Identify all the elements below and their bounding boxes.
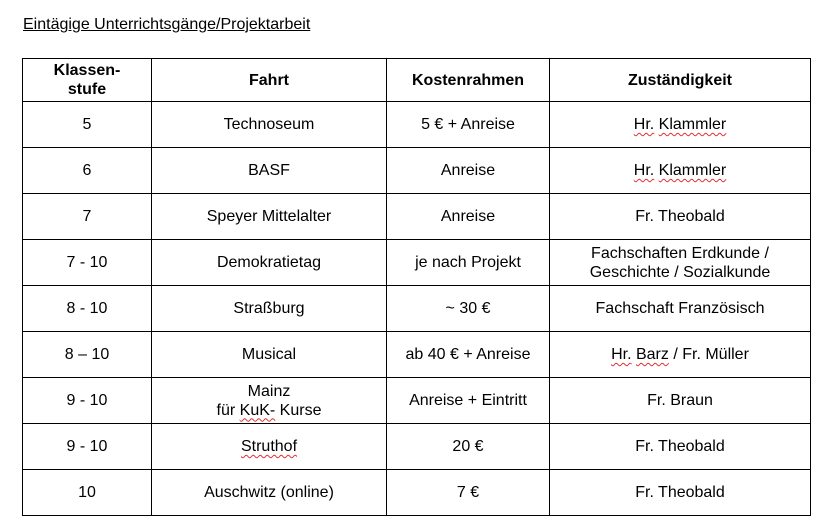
cell-fahrt: BASF bbox=[152, 148, 387, 194]
cell-stufe: 6 bbox=[23, 148, 152, 194]
table-row bbox=[23, 194, 811, 240]
table-row bbox=[23, 332, 811, 378]
table-row bbox=[23, 424, 811, 470]
cell-stufe: 9 - 10 bbox=[23, 424, 152, 470]
cell-fahrt: Demokratietag bbox=[152, 240, 387, 286]
cell-kosten: Anreise bbox=[387, 194, 550, 240]
cell-zustaendigkeit: Fr. Theobald bbox=[550, 424, 811, 470]
cell-kosten: 5 € + Anreise bbox=[387, 102, 550, 148]
table-row bbox=[23, 102, 811, 148]
cell-kosten: je nach Projekt bbox=[387, 240, 550, 286]
cell-fahrt: Speyer Mittelalter bbox=[152, 194, 387, 240]
cell-kosten: Anreise bbox=[387, 148, 550, 194]
header-zustaendigkeit: Zuständigkeit bbox=[550, 59, 811, 102]
table-row bbox=[23, 240, 811, 286]
cell-stufe: 5 bbox=[23, 102, 152, 148]
cell-fahrt: Auschwitz (online) bbox=[152, 470, 387, 516]
cell-fahrt: Musical bbox=[152, 332, 387, 378]
cell-kosten: ab 40 € + Anreise bbox=[387, 332, 550, 378]
cell-zustaendigkeit: Hr. Barz / Fr. Müller bbox=[550, 332, 811, 378]
cell-stufe: 10 bbox=[23, 470, 152, 516]
cell-zustaendigkeit: Fachschaften Erdkunde / Geschichte / Sozialkunde bbox=[550, 240, 811, 286]
cell-stufe: 7 bbox=[23, 194, 152, 240]
cell-kosten: Anreise + Eintritt bbox=[387, 378, 550, 424]
cell-zustaendigkeit: Hr. Klammler bbox=[550, 102, 811, 148]
cell-stufe: 7 - 10 bbox=[23, 240, 152, 286]
cell-kosten: ~ 30 € bbox=[387, 286, 550, 332]
table-row bbox=[23, 286, 811, 332]
cell-stufe: 8 - 10 bbox=[23, 286, 152, 332]
cell-zustaendigkeit: Fr. Braun bbox=[550, 378, 811, 424]
cell-zustaendigkeit: Fachschaft Französisch bbox=[550, 286, 811, 332]
cell-fahrt: Mainz für KuK- Kurse bbox=[152, 378, 387, 424]
header-fahrt: Fahrt bbox=[152, 59, 387, 102]
header-klassenstufe: Klassen- stufe bbox=[23, 59, 152, 102]
table-row bbox=[23, 148, 811, 194]
cell-zustaendigkeit: Fr. Theobald bbox=[550, 470, 811, 516]
table-header-row bbox=[23, 59, 811, 102]
cell-fahrt: Struthof bbox=[152, 424, 387, 470]
cell-fahrt: Straßburg bbox=[152, 286, 387, 332]
cell-kosten: 20 € bbox=[387, 424, 550, 470]
cell-zustaendigkeit: Hr. Klammler bbox=[550, 148, 811, 194]
header-kostenrahmen: Kostenrahmen bbox=[387, 59, 550, 102]
cell-stufe: 8 – 10 bbox=[23, 332, 152, 378]
cell-zustaendigkeit: Fr. Theobald bbox=[550, 194, 811, 240]
cell-fahrt: Technoseum bbox=[152, 102, 387, 148]
document-title: Eintägige Unterrichtsgänge/Projektarbeit bbox=[23, 16, 311, 33]
table-row bbox=[23, 470, 811, 516]
excursion-table bbox=[22, 58, 811, 516]
table-row bbox=[23, 378, 811, 424]
cell-stufe: 9 - 10 bbox=[23, 378, 152, 424]
cell-kosten: 7 € bbox=[387, 470, 550, 516]
